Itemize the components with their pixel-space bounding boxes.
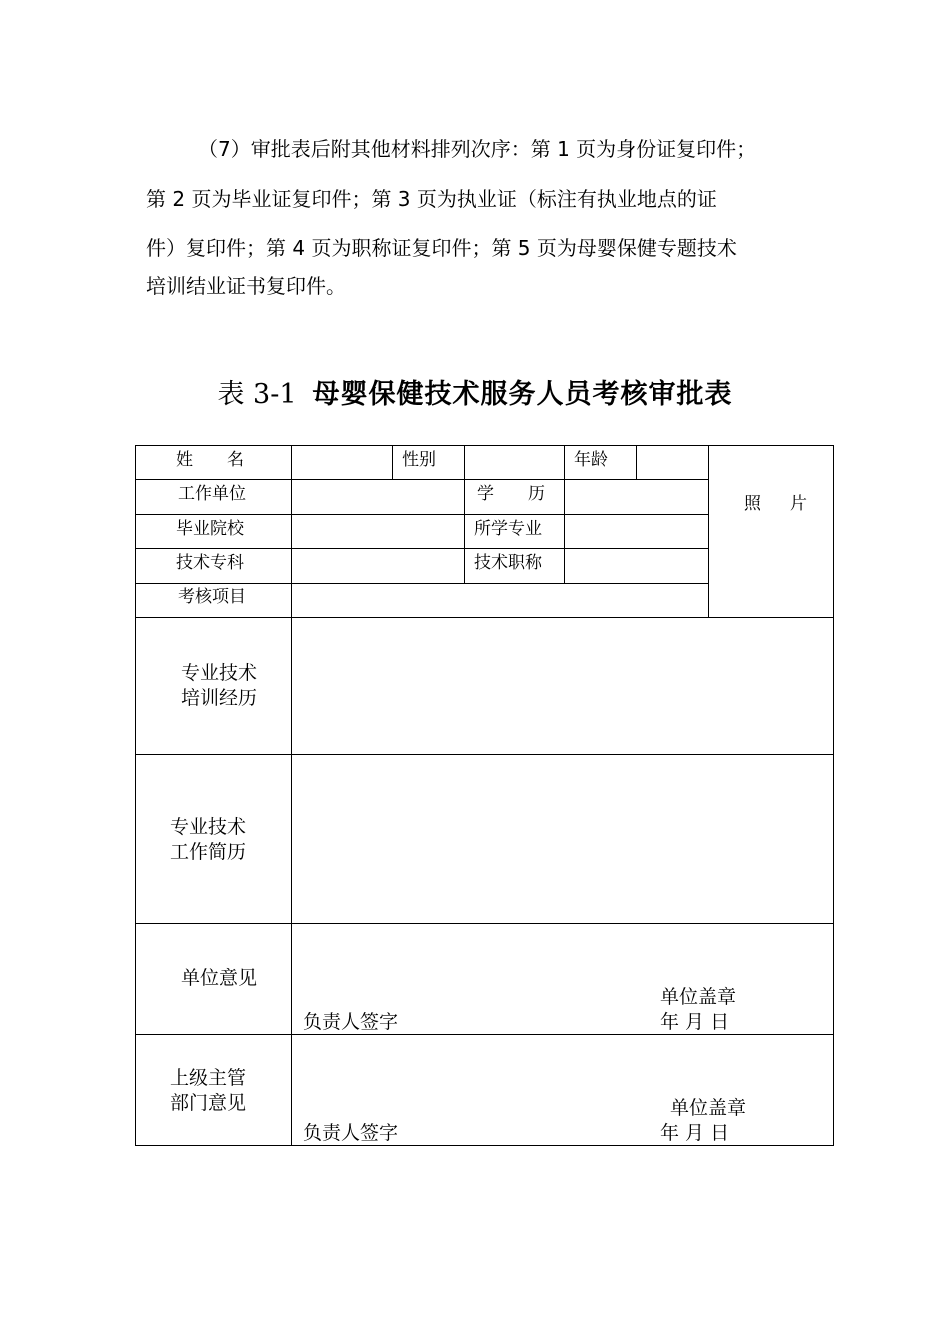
- training-label-line-1: 专业技术: [181, 662, 258, 684]
- major-label: 所学专业: [474, 519, 542, 539]
- exam-item-field[interactable]: [292, 584, 708, 617]
- unit-seal-label: 单位盖章: [660, 986, 737, 1008]
- name-field[interactable]: [292, 446, 392, 479]
- name-label: 姓 名: [176, 450, 244, 470]
- work-history-label-line-1: 专业技术: [170, 816, 247, 838]
- table-border-right: [833, 445, 834, 1146]
- work-history-label-line-2: 工作简历: [170, 841, 247, 863]
- major-field[interactable]: [565, 515, 708, 548]
- unit-signer-label: 负责人签字: [303, 1011, 399, 1033]
- intro-line-3: 件）复印件；第 4 页为职称证复印件；第 5 页为母婴保健专题技术: [146, 236, 737, 260]
- superior-date-label: 年 月 日: [660, 1122, 730, 1144]
- exam-item-label: 考核项目: [178, 587, 246, 607]
- education-field[interactable]: [565, 480, 708, 514]
- intro-line-2: 第 2 页为毕业证复印件；第 3 页为执业证（标注有执业地点的证: [146, 187, 717, 211]
- age-field[interactable]: [637, 446, 708, 479]
- table-border-bottom: [135, 1145, 834, 1146]
- work-unit-label: 工作单位: [178, 484, 246, 504]
- table-border-left: [135, 445, 136, 1146]
- tech-specialty-label: 技术专科: [176, 553, 244, 573]
- tech-specialty-field[interactable]: [292, 549, 464, 583]
- column-divider: [392, 445, 393, 479]
- gender-field[interactable]: [465, 446, 564, 479]
- tech-title-label: 技术职称: [474, 553, 542, 573]
- table-title: [0, 375, 950, 415]
- training-label-line-2: 培训经历: [181, 687, 258, 709]
- intro-line-4: 培训结业证书复印件。: [146, 274, 346, 298]
- superior-signer-label: 负责人签字: [303, 1122, 399, 1144]
- school-label: 毕业院校: [176, 519, 244, 539]
- education-label: 学 历: [477, 484, 545, 504]
- work-unit-field[interactable]: [292, 480, 464, 514]
- intro-line-1: （7）审批表后附其他材料排列次序：第 1 页为身份证复印件；: [198, 137, 757, 161]
- unit-date-label: 年 月 日: [660, 1011, 730, 1033]
- age-label: 年龄: [574, 450, 608, 470]
- photo-divider: [708, 445, 709, 617]
- superior-seal-label: 单位盖章: [670, 1097, 747, 1119]
- work-history-field[interactable]: [292, 755, 833, 923]
- unit-opinion-label: 单位意见: [181, 967, 258, 989]
- table-number: 表 3-1: [217, 379, 297, 410]
- photo-label: 照 片: [744, 494, 813, 514]
- superior-label-line-2: 部门意见: [170, 1092, 247, 1114]
- training-field[interactable]: [292, 618, 833, 754]
- tech-title-field[interactable]: [565, 549, 708, 583]
- school-field[interactable]: [292, 515, 464, 548]
- table-name: 母婴保健技术服务人员考核审批表: [312, 379, 733, 410]
- gender-label: 性别: [402, 450, 436, 470]
- superior-label-line-1: 上级主管: [170, 1067, 247, 1089]
